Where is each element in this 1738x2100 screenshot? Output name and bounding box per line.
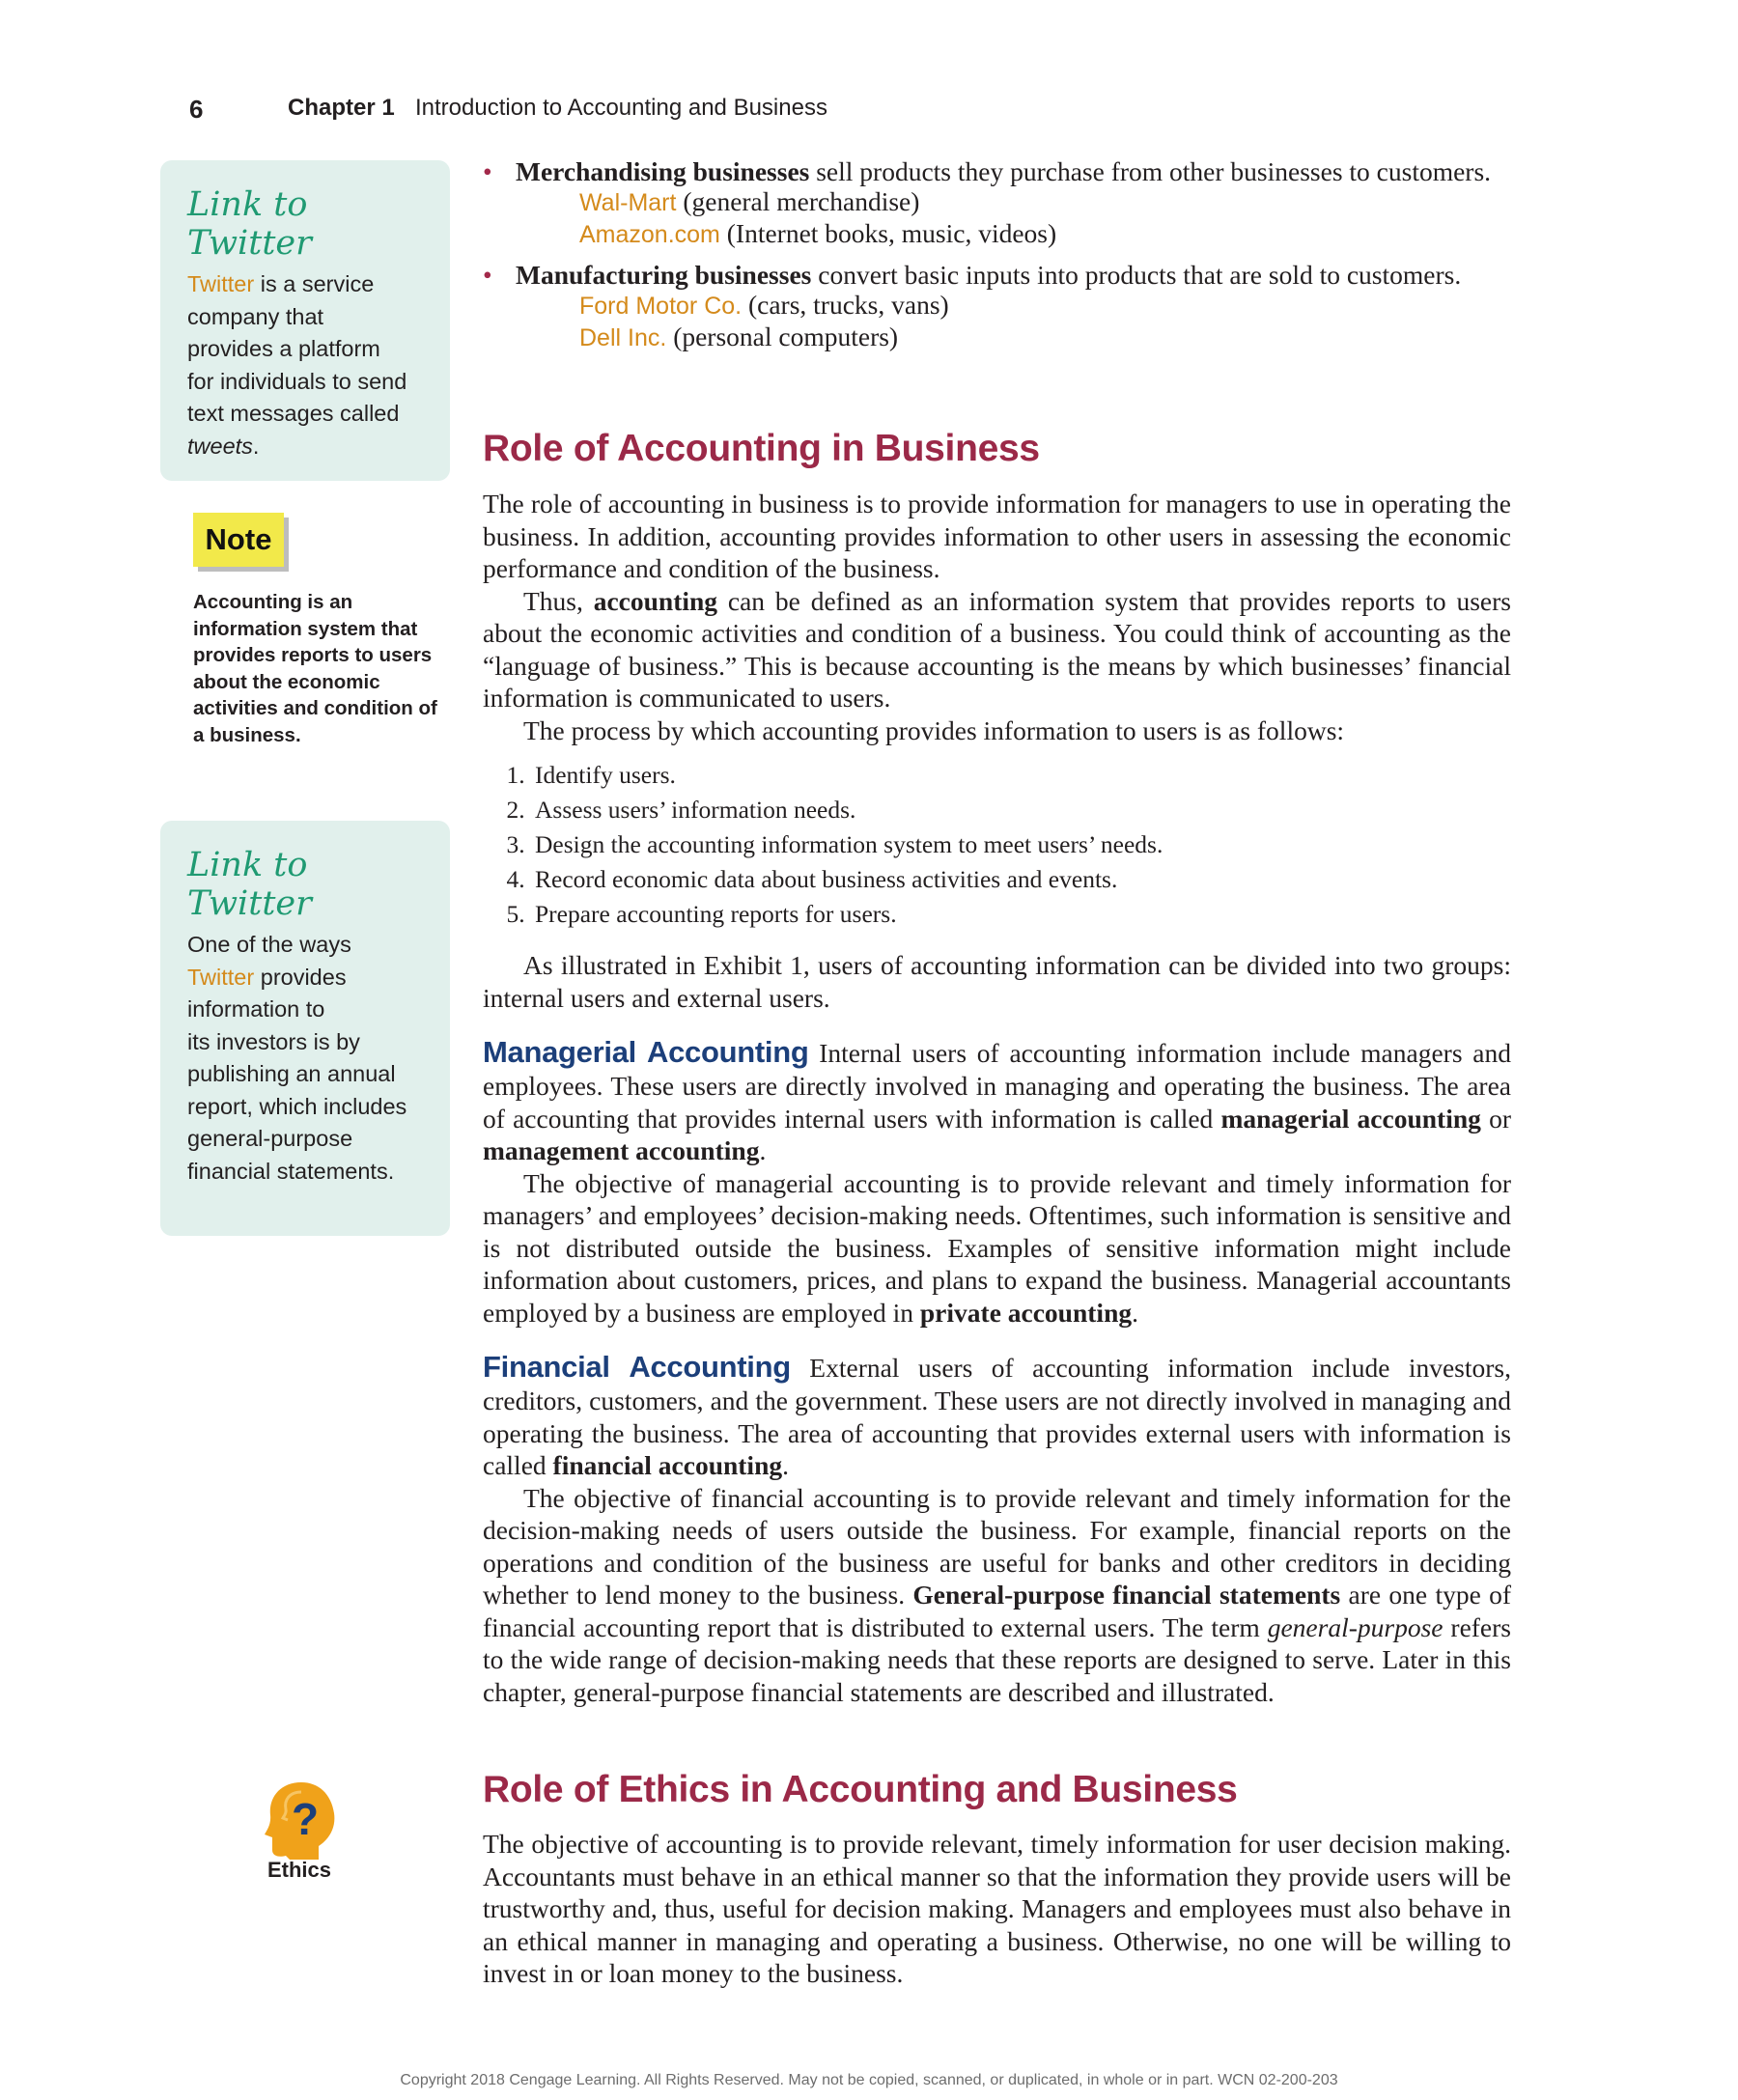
chapter-title: Introduction to Accounting and Business xyxy=(415,95,827,121)
link-box-title: Link to Twitter xyxy=(187,185,312,263)
managerial-accounting-section xyxy=(483,1035,1511,1329)
note-badge: Note xyxy=(193,513,284,567)
ethics-icon xyxy=(263,1778,340,1862)
sub-heading-managerial-accounting: Managerial Accounting xyxy=(483,1035,809,1069)
example-company: Wal-Mart (general merchandise) xyxy=(579,186,920,216)
paragraph: The process by which accounting provides information to users is as follows: xyxy=(523,714,1345,745)
business-types-list xyxy=(483,156,1511,353)
paragraph: The objective of managerial accounting is to provide relevant and timely information for managers’ and employees’ decision-making needs. Oftentimes, such information is sensitive and is not distributed outside the business. Examples of sensitive information might include information about customers, prices, and plans to expand the business. Managerial accountants employed by a business are employed in private accounting. xyxy=(483,1167,1511,1328)
ethics-label: Ethics xyxy=(266,1858,332,1882)
example-company: Ford Motor Co. (cars, trucks, vans) xyxy=(579,290,949,320)
svg-text:?: ? xyxy=(291,1794,320,1844)
section-heading-role-of-accounting: Role of Accounting in Business xyxy=(483,428,1040,469)
list-item: 4. Record economic data about business activities and events. xyxy=(531,862,1559,897)
paragraph: The objective of accounting is to provide relevant, timely information for user decision making. Accountants must behave in an ethical manner so that the information they provide users will be trustworthy and, thus, useful for decision making. Managers and employees must also behave in an ethical manner in managing and operating a business. Otherwise, no one will be willing to invest in or loan money to the business. xyxy=(483,1829,1511,1988)
financial-accounting-section xyxy=(483,1350,1511,1708)
bullet-icon: • xyxy=(483,156,492,186)
sub-heading-financial-accounting: Financial Accounting xyxy=(483,1350,791,1384)
link-to-twitter-box-2 xyxy=(160,821,450,1236)
paragraph: Financial Accounting External users of accounting information include investors, creditors, customers, and the government. These users are not directly involved in managing and operating the business. The area of accounting that provides external users with information is called financial accounting. xyxy=(483,1350,1511,1480)
link-to-twitter-box-1 xyxy=(160,160,450,481)
copyright-footer: Copyright 2018 Cengage Learning. All Rights Reserved. May not be copied, scanned, or duplicated, in whole or in part. WCN 02-200-203 xyxy=(400,2072,1338,2088)
example-company: Dell Inc. (personal computers) xyxy=(579,322,899,351)
list-item: • Manufacturing businesses convert basic inputs into products that are sold to customers. xyxy=(483,260,1462,290)
section-heading-role-of-ethics: Role of Ethics in Accounting and Business xyxy=(483,1769,1238,1810)
paragraph: Managerial Accounting Internal users of accounting information include managers and employees. These users are directly involved in managing and operating the business. The area of accounting that provides internal users with information is called managerial accounting or management accounting. xyxy=(483,1035,1511,1165)
list-item: • Merchandising businesses sell products they purchase from other businesses to customers. xyxy=(483,156,1492,186)
paragraph: The role of accounting in business is to provide information for managers to use in operating the business. In addition, accounting provides information to other users in assessing the economic performance and condition of the business. xyxy=(483,489,1511,583)
role-ethics-body xyxy=(483,1828,1511,1990)
list-item: 3. Design the accounting information system to meet users’ needs. xyxy=(531,827,1559,862)
twitter-link[interactable]: Twitter xyxy=(187,271,255,296)
example-company: Amazon.com (Internet books, music, videos) xyxy=(579,218,1057,248)
accounting-process-steps xyxy=(483,758,1559,932)
list-item: 2. Assess users’ information needs. xyxy=(531,793,1559,827)
link-box-title: Link to Twitter xyxy=(187,846,312,923)
role-accounting-body xyxy=(483,488,1511,746)
link-box-text: One of the ways Twitter provides information to its investors is by publishing an annual report, which includes general-purpose financial statements. xyxy=(187,932,407,1184)
list-item: 5. Prepare accounting reports for users. xyxy=(531,897,1559,932)
exhibit-paragraph: As illustrated in Exhibit 1, users of accounting information can be divided into two groups: internal users and external users. xyxy=(483,950,1511,1013)
chapter-label: Chapter 1 xyxy=(288,95,395,121)
note-text: Accounting is an information system that provides reports to users about the economic activities and condition of a business. xyxy=(193,591,437,746)
twitter-link[interactable]: Twitter xyxy=(187,964,255,990)
list-item: 1. Identify users. xyxy=(531,758,1559,793)
paragraph: Thus, accounting can be defined as an information system that provides reports to users about the economic activities and condition of a business. You could think of accounting as the “language of business.” This is because accounting is the means by which businesses’ financial information is communicated to users. xyxy=(483,585,1511,713)
bullet-icon: • xyxy=(483,260,492,290)
page-number: 6 xyxy=(189,95,204,124)
link-box-text: Twitter is a service company that provides a platform for individuals to send text messages called tweets. xyxy=(187,271,407,459)
paragraph: The objective of financial accounting is to provide relevant and timely information for the decision-making needs of users outside the business. For example, financial reports on the operations and condition of the business are useful for banks and other creditors in deciding whether to lend money to the business. General-purpose financial statements are one type of financial accounting report that is distributed to external users. The term general-purpose refers to the wide range of decision-making needs that these reports are designed to serve. Later in this chapter, general-purpose financial statements are described and illustrated. xyxy=(483,1482,1512,1707)
